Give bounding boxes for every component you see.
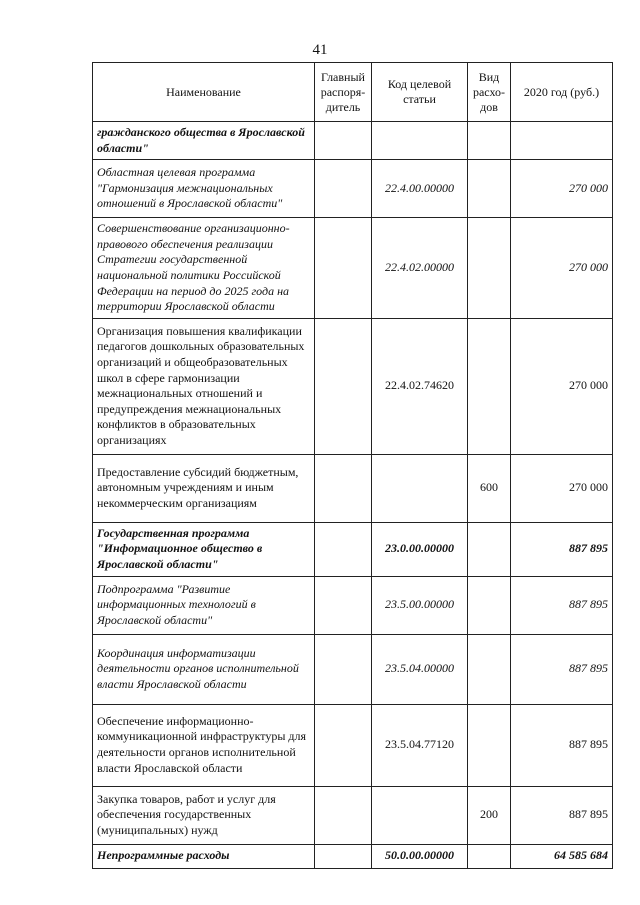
table-row (93, 160, 613, 218)
cell-code: 22.4.02.74620 (372, 318, 468, 454)
cell-manager (315, 634, 372, 704)
cell-manager (315, 160, 372, 218)
cell-manager (315, 218, 372, 319)
cell-manager (315, 454, 372, 522)
cell-type: 600 (468, 454, 511, 522)
header-type: Вид расхо-дов (468, 63, 511, 122)
cell-name: Непрограммные расходы (93, 844, 315, 868)
cell-type (468, 704, 511, 786)
cell-name: Закупка товаров, работ и услуг для обеспечения государственных (муниципальных) нужд (93, 786, 315, 844)
cell-code: 22.4.02.00000 (372, 218, 468, 319)
cell-amount: 270 000 (511, 318, 613, 454)
cell-manager (315, 122, 372, 160)
cell-amount: 887 895 (511, 704, 613, 786)
cell-type (468, 844, 511, 868)
cell-name: Предоставление субсидий бюджетным, автономным учреждениям и иным некоммерческим организациям (93, 454, 315, 522)
cell-code: 50.0.00.00000 (372, 844, 468, 868)
table-row (93, 576, 613, 634)
cell-manager (315, 576, 372, 634)
header-name: Наименование (93, 63, 315, 122)
table-row (93, 122, 613, 160)
cell-name: Совершенствование организационно-правового обеспечения реализации Стратегии государственной национальной политики Российской Федерации на период до 2025 года на территории Ярославской области (93, 218, 315, 319)
cell-name: Координация информатизации деятельности органов исполнительной власти Ярославской области (93, 634, 315, 704)
table-row (93, 844, 613, 868)
page-number: 41 (312, 42, 328, 58)
table-header-row (93, 63, 613, 122)
cell-amount: 887 895 (511, 522, 613, 576)
cell-amount: 887 895 (511, 786, 613, 844)
cell-type (468, 218, 511, 319)
cell-code (372, 122, 468, 160)
header-manager: Главный распоря-дитель (315, 63, 372, 122)
table-row (93, 634, 613, 704)
cell-amount (511, 122, 613, 160)
table-row (93, 454, 613, 522)
header-amount: 2020 год (руб.) (511, 63, 613, 122)
cell-amount: 887 895 (511, 576, 613, 634)
cell-code: 23.5.04.00000 (372, 634, 468, 704)
cell-manager (315, 522, 372, 576)
cell-name: Подпрограмма "Развитие информационных технологий в Ярославской области" (93, 576, 315, 634)
budget-table (92, 62, 613, 869)
cell-type (468, 122, 511, 160)
cell-name: Государственная программа "Информационное общество в Ярославской области" (93, 522, 315, 576)
cell-code: 23.0.00.00000 (372, 522, 468, 576)
cell-manager (315, 704, 372, 786)
cell-name: Обеспечение информационно-коммуникационной инфраструктуры для деятельности органов исполнительной власти Ярославской области (93, 704, 315, 786)
cell-amount: 270 000 (511, 160, 613, 218)
cell-amount: 887 895 (511, 634, 613, 704)
cell-type (468, 318, 511, 454)
cell-name: гражданского общества в Ярославской области" (93, 122, 315, 160)
table-row (93, 218, 613, 319)
cell-type (468, 576, 511, 634)
table-row (93, 704, 613, 786)
table-body (93, 122, 613, 869)
cell-manager (315, 786, 372, 844)
cell-code: 22.4.00.00000 (372, 160, 468, 218)
cell-code (372, 786, 468, 844)
cell-amount: 270 000 (511, 218, 613, 319)
cell-type (468, 160, 511, 218)
cell-code (372, 454, 468, 522)
cell-name: Областная целевая программа "Гармонизация межнациональных отношений в Ярославской области" (93, 160, 315, 218)
cell-manager (315, 844, 372, 868)
cell-code: 23.5.04.77120 (372, 704, 468, 786)
cell-name: Организация повышения квалификации педагогов дошкольных образовательных организаций и общеобразовательных школ в сфере гармонизации межнациональных отношений и предупреждения межнациональных конфликтов в образовательных организациях (93, 318, 315, 454)
table-row (93, 522, 613, 576)
cell-type: 200 (468, 786, 511, 844)
cell-amount: 64 585 684 (511, 844, 613, 868)
cell-code: 23.5.00.00000 (372, 576, 468, 634)
cell-type (468, 522, 511, 576)
table-row (93, 786, 613, 844)
table-row (93, 318, 613, 454)
header-code: Код целевой статьи (372, 63, 468, 122)
cell-type (468, 634, 511, 704)
cell-manager (315, 318, 372, 454)
cell-amount: 270 000 (511, 454, 613, 522)
